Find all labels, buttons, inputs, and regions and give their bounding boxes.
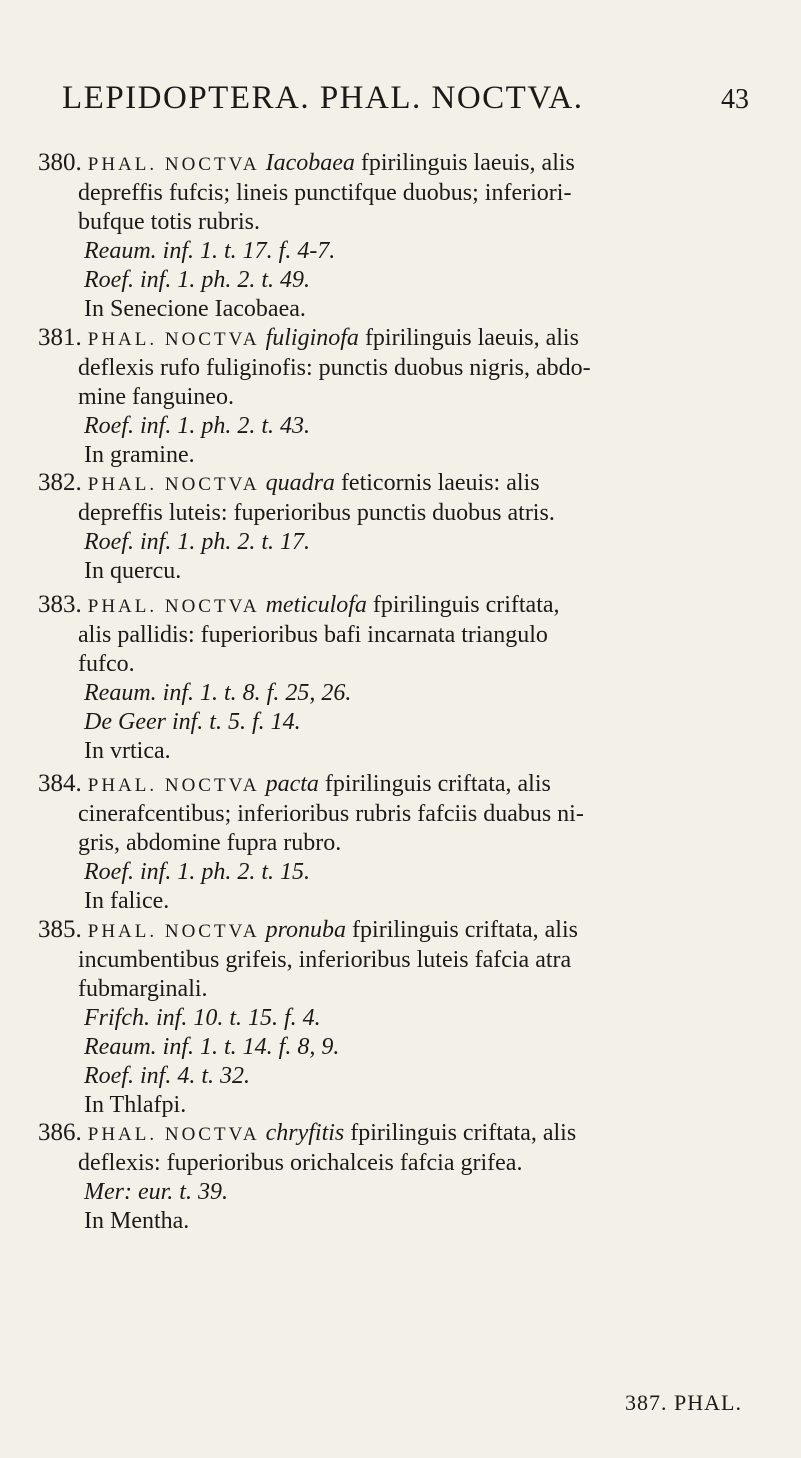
species-name: meticulofa: [265, 592, 367, 618]
running-title: LEPIDOPTERA. PHAL. NOCTVA.: [62, 80, 584, 116]
description-line: fpirilinguis criftata, alis: [350, 1120, 577, 1146]
description-line: incumbentibus grifeis, inferioribus luteis fafcia atra: [78, 947, 572, 973]
reference: Reaum. inf. 1. t. 14. f. 8, 9.: [84, 1034, 340, 1060]
entry-383: [38, 590, 760, 766]
entry-number: 384.: [38, 770, 82, 797]
entry-385: [38, 915, 760, 1120]
description-line: deflexis: fuperioribus orichalceis fafcia grifea.: [78, 1150, 523, 1176]
entry-381: [38, 323, 760, 470]
entry-number: 383.: [38, 591, 82, 618]
host-plant: In quercu.: [84, 558, 182, 584]
page-number: 43: [721, 84, 749, 115]
description-line: mine fanguineo.: [78, 384, 234, 410]
genus-name: PHAL. NOCTVA: [87, 329, 260, 350]
description-line: fufco.: [78, 651, 135, 677]
genus-name: PHAL. NOCTVA: [87, 474, 260, 495]
entry-382: [38, 468, 760, 586]
entry-number: 381.: [38, 324, 82, 351]
reference: Roef. inf. 1. ph. 2. t. 17.: [84, 529, 310, 555]
entry-number: 386.: [38, 1119, 82, 1146]
description-line: feticornis laeuis: alis: [340, 470, 540, 496]
species-name: Iacobaea: [265, 150, 355, 176]
genus-name: PHAL. NOCTVA: [87, 1124, 260, 1145]
description-line: alis pallidis: fuperioribus bafi incarnata triangulo: [78, 622, 548, 648]
genus-name: PHAL. NOCTVA: [87, 596, 260, 617]
entry-386: [38, 1118, 760, 1236]
reference: Reaum. inf. 1. t. 17. f. 4-7.: [84, 238, 336, 264]
entry-number: 385.: [38, 916, 82, 943]
reference: Roef. inf. 1. ph. 2. t. 43.: [84, 413, 310, 439]
species-name: pronuba: [265, 917, 347, 943]
description-line: fpirilinguis laeuis, alis: [364, 325, 579, 351]
description-line: fpirilinguis criftata, alis: [324, 771, 551, 797]
reference: Frifch. inf. 10. t. 15. f. 4.: [84, 1005, 321, 1031]
genus-name: PHAL. NOCTVA: [87, 154, 260, 175]
species-name: fuliginofa: [265, 325, 359, 351]
description-line: depreffis luteis: fuperioribus punctis duobus atris.: [78, 500, 555, 526]
reference: Reaum. inf. 1. t. 8. f. 25, 26.: [84, 680, 352, 706]
description-line: fpirilinguis laeuis, alis: [360, 150, 575, 176]
reference: Roef. inf. 4. t. 32.: [84, 1063, 250, 1089]
reference: Mer: eur. t. 39.: [84, 1179, 228, 1205]
description-line: fubmarginali.: [78, 976, 208, 1002]
running-header: [0, 80, 801, 124]
description-line: deflexis rufo fuliginofis: punctis duobus nigris, abdo-: [78, 355, 591, 381]
entry-number: 380.: [38, 149, 82, 176]
description-line: gris, abdomine fupra rubro.: [78, 830, 342, 856]
species-name: pacta: [265, 771, 319, 797]
description-line: fpirilinguis criftata,: [372, 592, 560, 618]
description-line: bufque totis rubris.: [78, 209, 260, 235]
description-line: fpirilinguis criftata, alis: [352, 917, 578, 943]
genus-name: PHAL. NOCTVA: [87, 921, 260, 942]
host-plant: In gramine.: [84, 442, 195, 468]
genus-name: PHAL. NOCTVA: [87, 775, 260, 796]
description-line: cinerafcentibus; inferioribus rubris fafciis duabus ni-: [78, 801, 584, 827]
entry-380: [38, 148, 760, 324]
species-name: chryfitis: [265, 1120, 345, 1146]
host-plant: In falice.: [84, 888, 170, 914]
host-plant: In Mentha.: [84, 1208, 190, 1234]
host-plant: In Senecione Iacobaea.: [84, 296, 306, 322]
reference: Roef. inf. 1. ph. 2. t. 15.: [84, 859, 310, 885]
host-plant: In Thlafpi.: [84, 1092, 187, 1118]
catchword: 387. PHAL.: [625, 1390, 742, 1415]
entry-384: [38, 769, 760, 916]
entry-number: 382.: [38, 469, 82, 496]
description-line: depreffis fufcis; lineis punctifque duobus; inferiori-: [78, 180, 572, 206]
reference: De Geer inf. t. 5. f. 14.: [84, 709, 301, 735]
species-name: quadra: [265, 470, 335, 496]
reference: Roef. inf. 1. ph. 2. t. 49.: [84, 267, 310, 293]
host-plant: In vrtica.: [84, 738, 171, 764]
